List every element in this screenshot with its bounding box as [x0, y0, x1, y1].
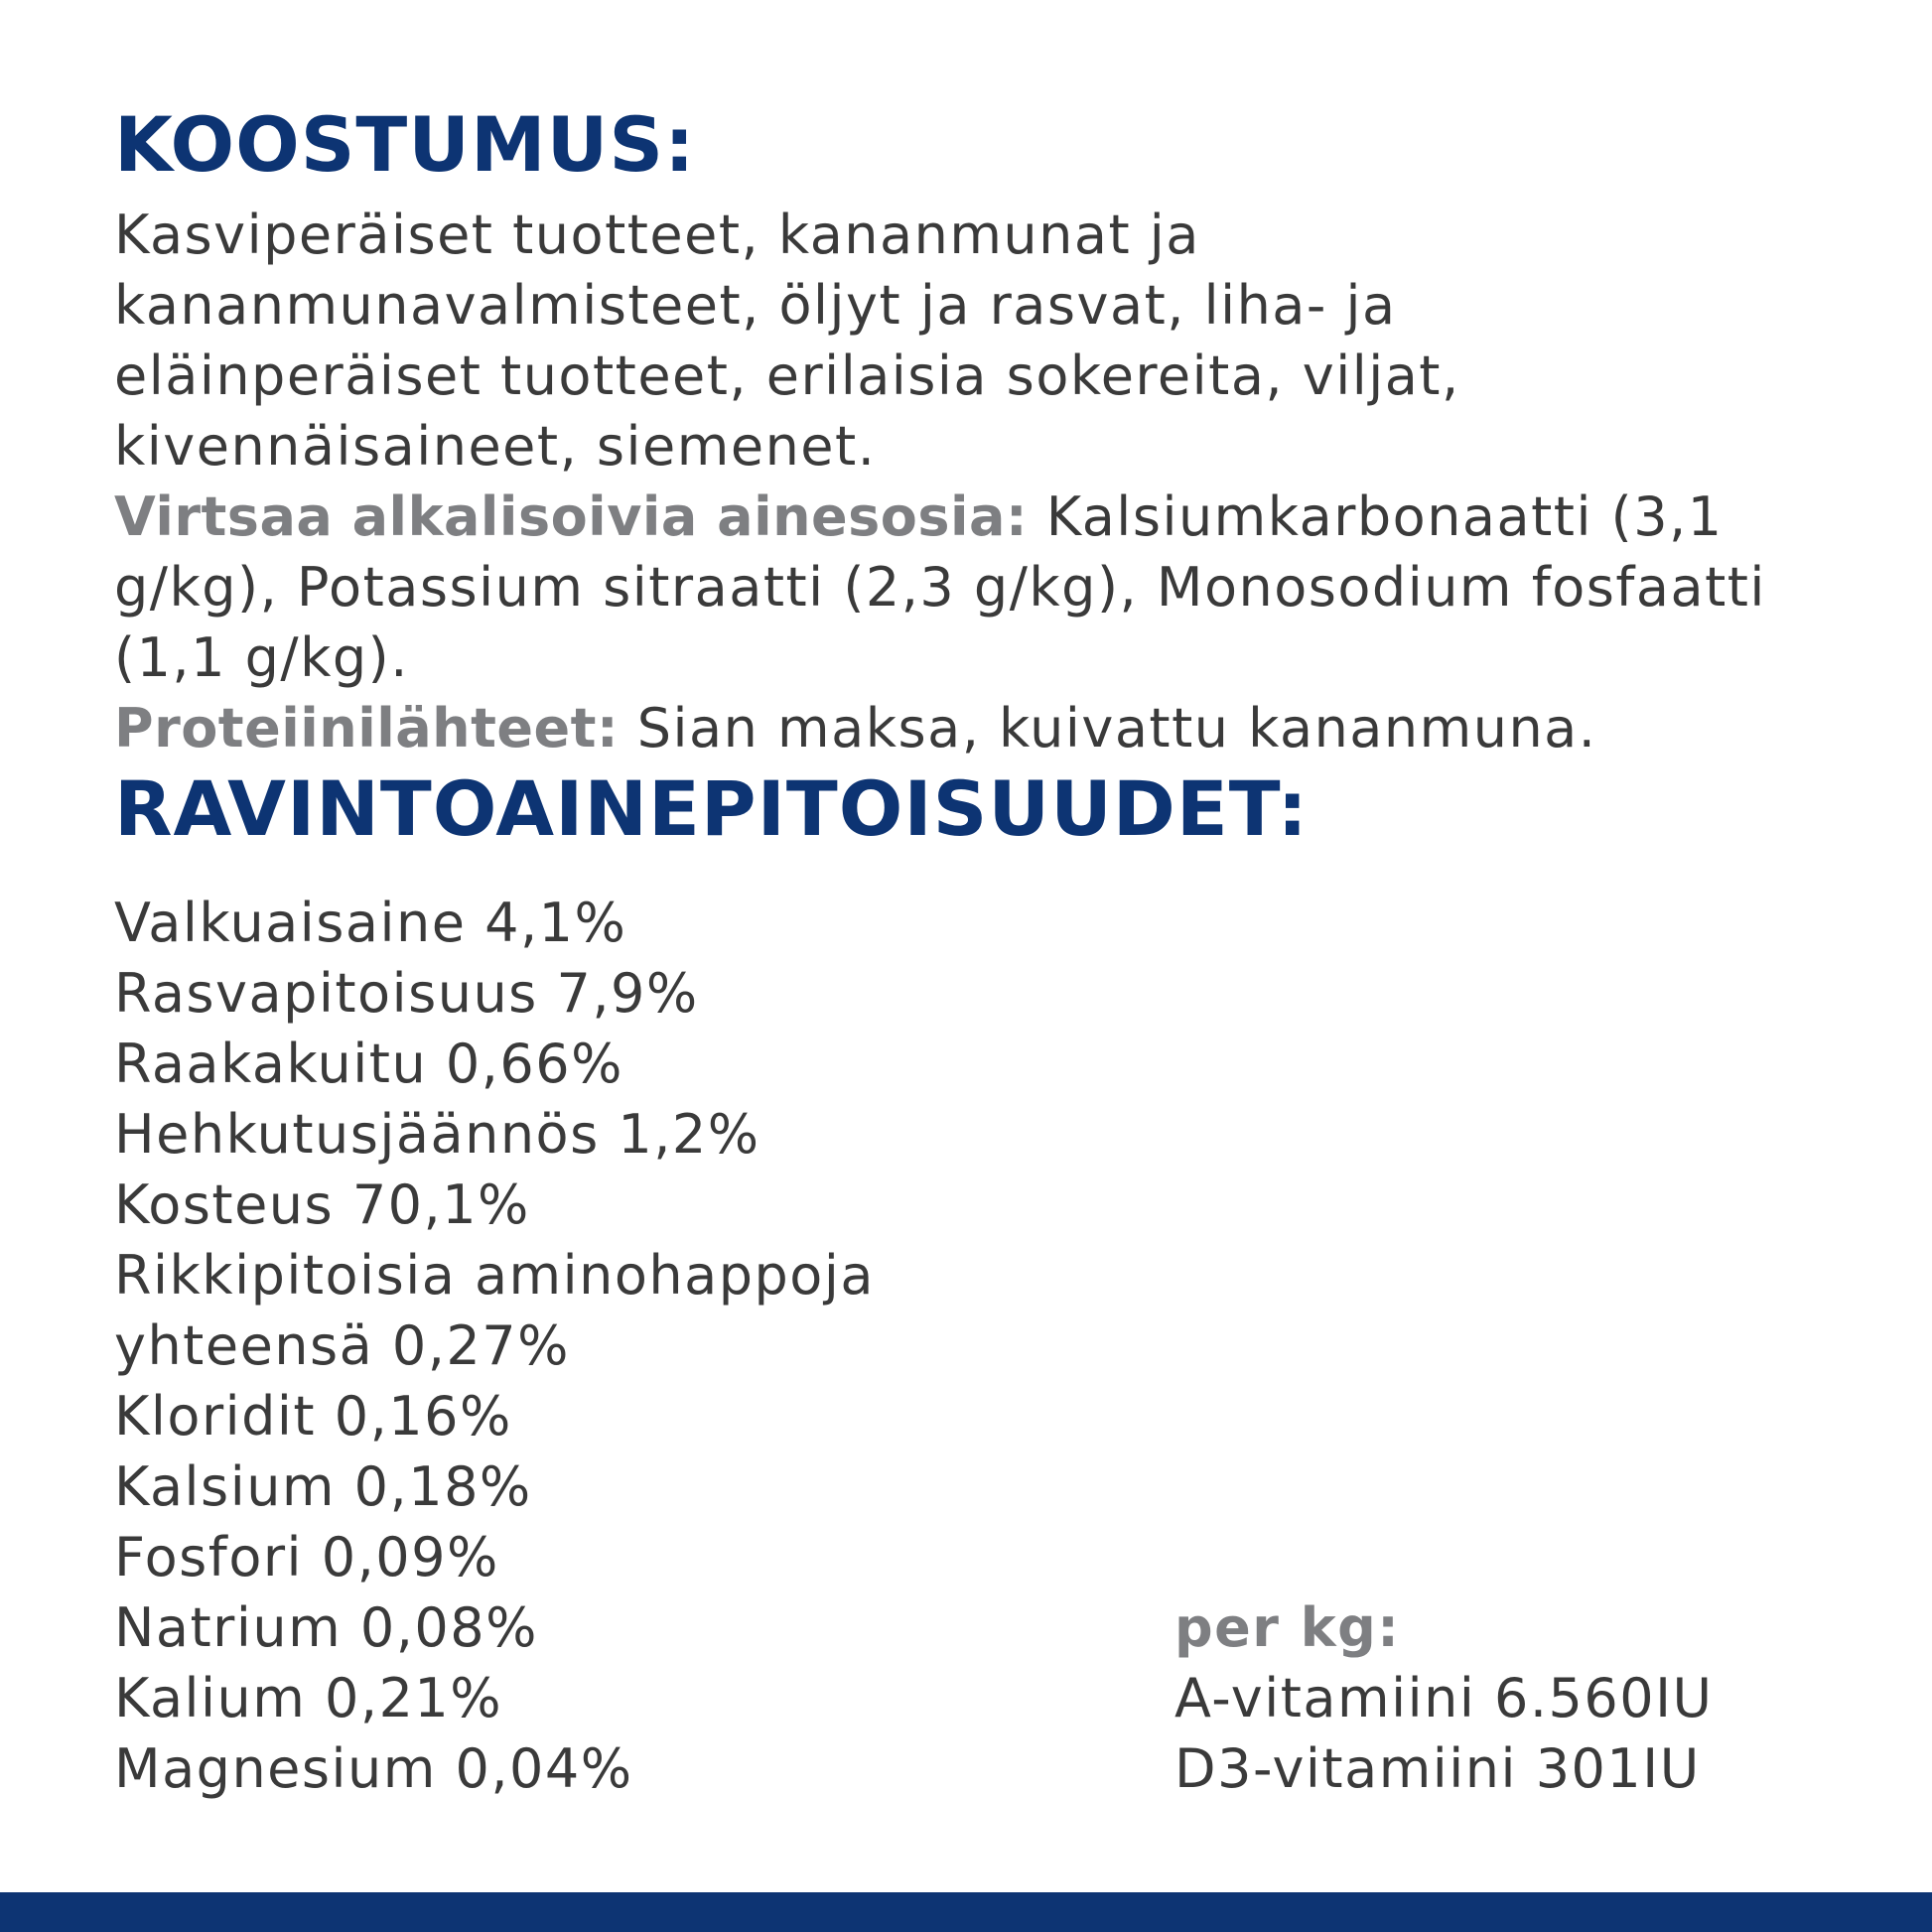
nutrients-section [114, 888, 1862, 1804]
ingredients-line: kananmunavalmisteet, öljyt ja rasvat, liha- ja [114, 274, 1397, 338]
nutrient-item: Fosfori 0,09% [114, 1526, 499, 1589]
ingredients-line: Kasviperäiset tuotteet, kananmunat ja [114, 204, 1200, 267]
nutrient-item: Kalsium 0,18% [114, 1455, 532, 1519]
nutrient-item: yhteensä 0,27% [114, 1314, 570, 1378]
bottom-bar [0, 1892, 1932, 1932]
nutrient-item: Kloridit 0,16% [114, 1385, 512, 1449]
nutrient-item: Valkuaisaine 4,1% [114, 892, 627, 955]
content-area [114, 99, 1862, 1804]
urine-alkalising-paragraph [114, 482, 1862, 693]
protein-sources-paragraph [114, 693, 1862, 763]
nutrient-item: Magnesium 0,04% [114, 1737, 633, 1801]
urine-alkalising-label: Virtsaa alkalisoivia ainesosia: [114, 485, 1029, 549]
composition-heading: KOOSTUMUS: [114, 100, 696, 189]
per-kg-title: per kg: [1174, 1596, 1401, 1660]
per-kg-block [1174, 1592, 1714, 1804]
vitamin-item: D3-vitamiini 301IU [1174, 1737, 1701, 1801]
nutrient-item: Kalium 0,21% [114, 1667, 503, 1730]
nutrient-item: Raakakuitu 0,66% [114, 1033, 623, 1096]
nutrients-heading: RAVINTOAINEPITOISUUDET: [114, 764, 1309, 854]
nutrient-item: Natrium 0,08% [114, 1596, 538, 1660]
vitamin-item: A-vitamiini 6.560IU [1174, 1667, 1714, 1730]
urine-alkalising-text: Kalsiumkarbonaatti (3,1 g/kg), Potassium sitraatti (2,3 g/kg), Monosodium fosfaatti (1,1 g/kg). [114, 485, 1766, 690]
nutrient-item: Kosteus 70,1% [114, 1173, 530, 1237]
protein-sources-text: Sian maksa, kuivattu kananmuna. [619, 697, 1597, 760]
nutrient-item: Hehkutusjäännös 1,2% [114, 1103, 760, 1167]
ingredients-line: eläinperäiset tuotteet, erilaisia sokereita, viljat, [114, 345, 1460, 408]
ingredients-line: kivennäisaineet, siemenet. [114, 415, 877, 479]
nutrient-item: Rikkipitoisia aminohappoja [114, 1244, 875, 1308]
composition-text [114, 200, 1862, 763]
protein-sources-label: Proteiinilähteet: [114, 697, 620, 760]
nutrient-item: Rasvapitoisuus 7,9% [114, 962, 699, 1026]
